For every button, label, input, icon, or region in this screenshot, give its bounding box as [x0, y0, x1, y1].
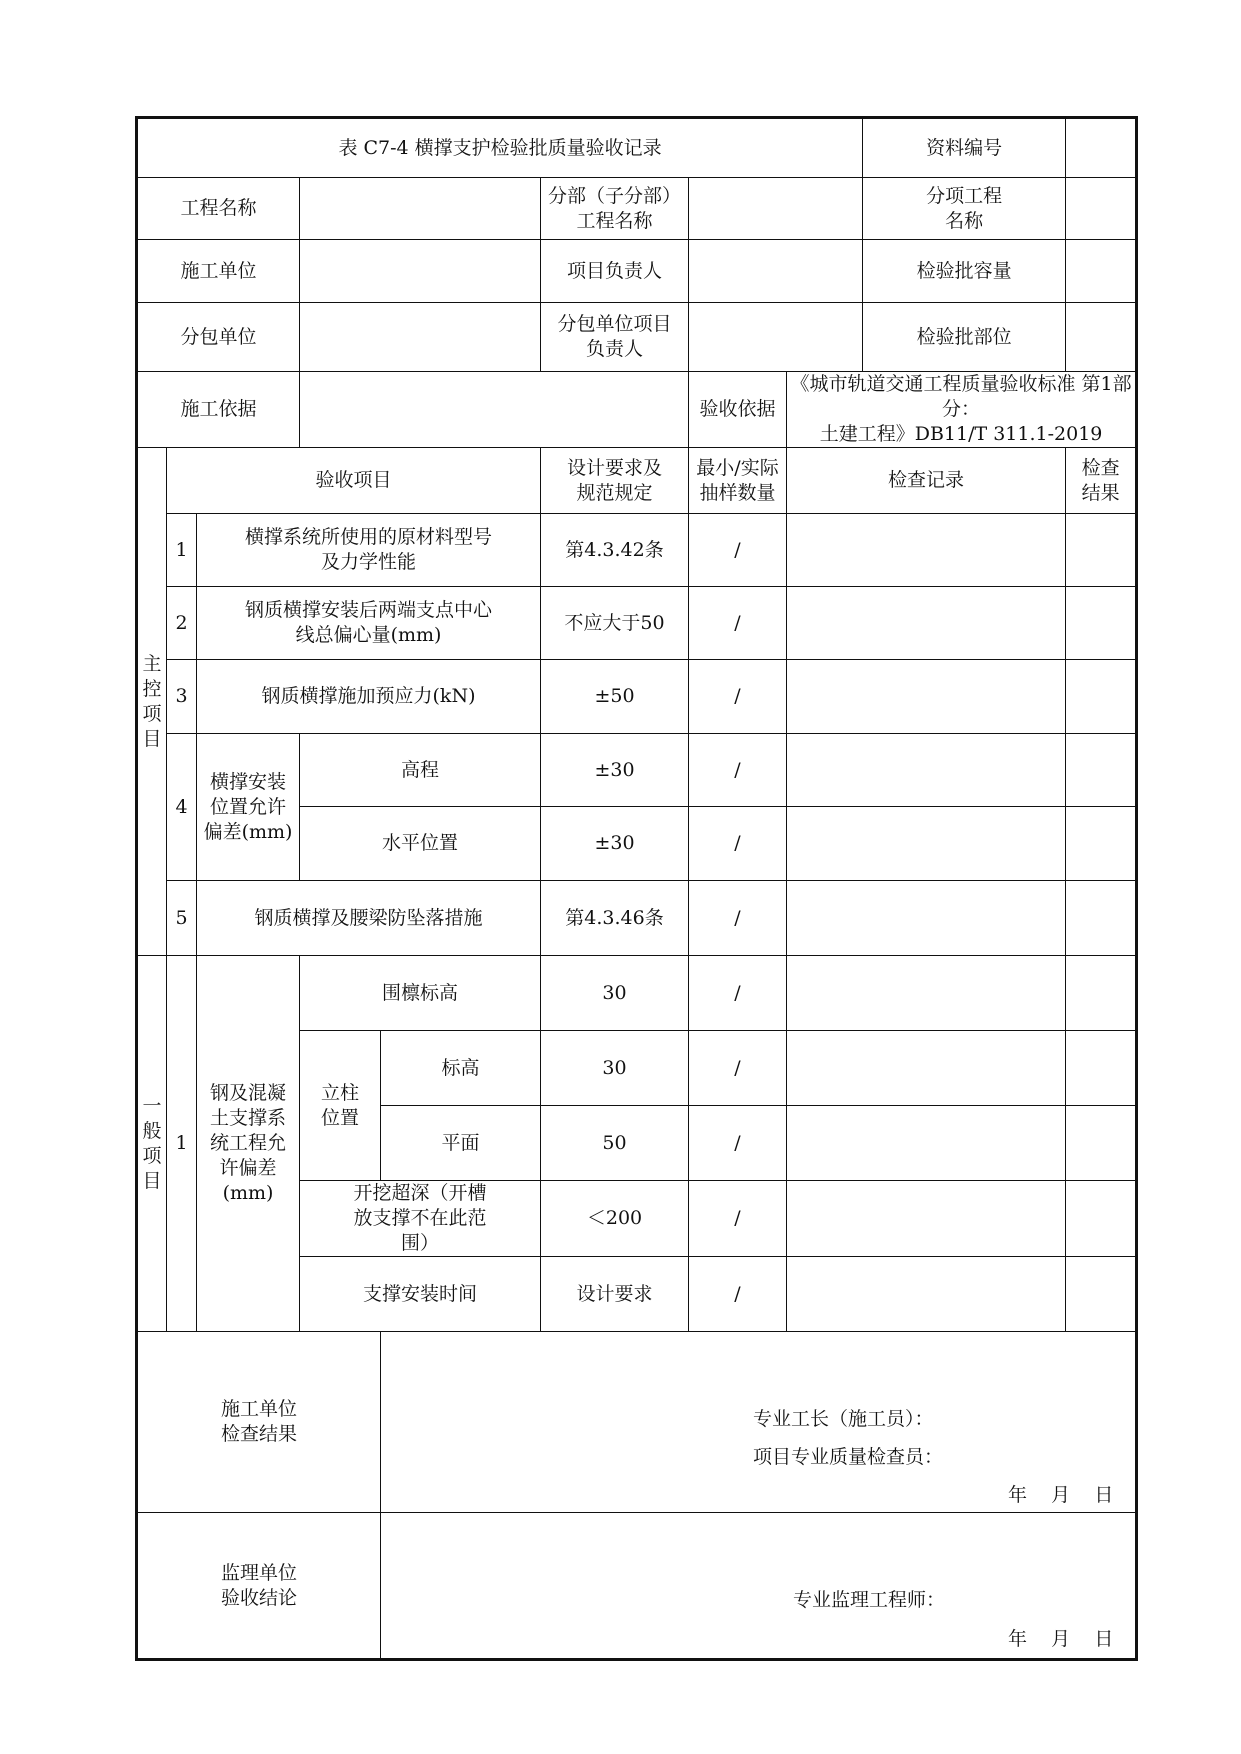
project-name-field[interactable] — [300, 178, 541, 240]
acceptance-basis-label: 验收依据 — [689, 372, 787, 448]
item-name: 高程 — [300, 734, 541, 807]
contractor-row — [137, 240, 1137, 303]
result-field[interactable] — [1066, 1106, 1137, 1181]
doc-no-field[interactable] — [1066, 118, 1137, 178]
spec-value: ±30 — [541, 734, 689, 807]
record-field[interactable] — [787, 587, 1066, 660]
subitem-field[interactable] — [1066, 178, 1137, 240]
record-field[interactable] — [787, 1031, 1066, 1106]
result-field[interactable] — [1066, 956, 1137, 1031]
batch-capacity-field[interactable] — [1066, 240, 1137, 303]
sample-value: / — [689, 807, 787, 881]
supervisor-conclusion-label: 监理单位 验收结论 — [137, 1513, 381, 1660]
qc-inspector-signature-label: 项目专业质量检查员： — [753, 1446, 944, 1468]
supervisor-signoff-row — [137, 1513, 1137, 1660]
sample-value: / — [689, 660, 787, 734]
acceptance-basis-value: 《城市轨道交通工程质量验收标准 第1部分： 土建工程》DB11/T 311.1-2019 — [787, 372, 1137, 448]
batch-location-field[interactable] — [1066, 303, 1137, 372]
col-item-header: 验收项目 — [167, 448, 541, 514]
general-group-label: 一般项目 — [137, 956, 167, 1332]
item-name: 标高 — [381, 1031, 541, 1106]
construction-basis-field[interactable] — [300, 372, 689, 448]
record-field[interactable] — [787, 881, 1066, 956]
result-field[interactable] — [1066, 807, 1137, 881]
project-name-row — [137, 178, 1137, 240]
contractor-result-label: 施工单位 检查结果 — [137, 1332, 381, 1513]
title-row — [137, 118, 1137, 178]
spec-value: ＜200 — [541, 1181, 689, 1257]
row-number: 1 — [167, 956, 197, 1332]
col-design-header: 设计要求及 规范规定 — [541, 448, 689, 514]
table-row — [137, 514, 1137, 587]
sample-value: / — [689, 1106, 787, 1181]
sample-value: / — [689, 1257, 787, 1332]
row-number: 1 — [167, 514, 197, 587]
subcontractor-row — [137, 303, 1137, 372]
record-field[interactable] — [787, 956, 1066, 1031]
item-name: 围檩标高 — [300, 956, 541, 1031]
spec-value: ±30 — [541, 807, 689, 881]
record-field[interactable] — [787, 1257, 1066, 1332]
construction-basis-label: 施工依据 — [137, 372, 300, 448]
project-name-label: 工程名称 — [137, 178, 300, 240]
basis-row — [137, 372, 1137, 448]
row-number: 4 — [167, 734, 197, 881]
row-number: 2 — [167, 587, 197, 660]
inspection-record-form — [135, 116, 1132, 1661]
foreman-signature-label: 专业工长（施工员）： — [753, 1408, 934, 1430]
item-group-name: 横撑安装 位置允许 偏差(mm) — [197, 734, 300, 881]
spec-value: 第4.3.42条 — [541, 514, 689, 587]
result-field[interactable] — [1066, 734, 1137, 807]
contractor-field[interactable] — [300, 240, 541, 303]
subcontractor-field[interactable] — [300, 303, 541, 372]
result-field[interactable] — [1066, 1031, 1137, 1106]
batch-capacity-label: 检验批容量 — [863, 240, 1066, 303]
spec-value: 第4.3.46条 — [541, 881, 689, 956]
supervisor-date[interactable]: 年 月 日 — [1008, 1628, 1114, 1650]
sample-value: / — [689, 734, 787, 807]
sub-manager-label: 分包单位项目 负责人 — [541, 303, 689, 372]
project-manager-field[interactable] — [689, 240, 863, 303]
sample-value: / — [689, 956, 787, 1031]
form-title: 表 C7-4 横撑支护检验批质量验收记录 — [137, 118, 863, 178]
col-result-header: 检查 结果 — [1066, 448, 1137, 514]
column-header-row — [137, 448, 1137, 514]
record-field[interactable] — [787, 514, 1066, 587]
record-table — [135, 116, 1138, 1661]
sub-manager-field[interactable] — [689, 303, 863, 372]
project-manager-label: 项目负责人 — [541, 240, 689, 303]
sample-value: / — [689, 1181, 787, 1257]
sample-value: / — [689, 514, 787, 587]
spec-value: 30 — [541, 1031, 689, 1106]
spec-value: 30 — [541, 956, 689, 1031]
contractor-date[interactable]: 年 月 日 — [1008, 1484, 1114, 1506]
contractor-signoff-area[interactable] — [381, 1332, 1137, 1513]
spec-value: 设计要求 — [541, 1257, 689, 1332]
result-field[interactable] — [1066, 587, 1137, 660]
col-sample-header: 最小/实际 抽样数量 — [689, 448, 787, 514]
result-field[interactable] — [1066, 881, 1137, 956]
spec-value: ±50 — [541, 660, 689, 734]
sample-value: / — [689, 881, 787, 956]
item-name: 钢质横撑安装后两端支点中心 线总偏心量(mm) — [197, 587, 541, 660]
table-row — [137, 660, 1137, 734]
result-field[interactable] — [1066, 514, 1137, 587]
row-number: 3 — [167, 660, 197, 734]
table-row — [137, 881, 1137, 956]
table-row — [137, 734, 1137, 807]
supervision-engineer-signature-label: 专业监理工程师： — [793, 1589, 946, 1611]
item-name: 开挖超深（开槽 放支撑不在此范 围） — [300, 1181, 541, 1257]
col-record-header: 检查记录 — [787, 448, 1066, 514]
item-name: 支撑安装时间 — [300, 1257, 541, 1332]
record-field[interactable] — [787, 807, 1066, 881]
contractor-label: 施工单位 — [137, 240, 300, 303]
table-row — [137, 956, 1137, 1031]
result-field[interactable] — [1066, 1181, 1137, 1257]
item-name: 钢质横撑及腰梁防坠落措施 — [197, 881, 541, 956]
item-name: 横撑系统所使用的原材料型号 及力学性能 — [197, 514, 541, 587]
spec-value: 不应大于50 — [541, 587, 689, 660]
row-number: 5 — [167, 881, 197, 956]
column-position-label: 立柱 位置 — [300, 1031, 381, 1181]
spec-value: 50 — [541, 1106, 689, 1181]
item-group-name: 钢及混凝 土支撑系 统工程允 许偏差 (mm) — [197, 956, 300, 1332]
contractor-signoff-row — [137, 1332, 1137, 1513]
sample-value: / — [689, 1031, 787, 1106]
record-field[interactable] — [787, 660, 1066, 734]
item-name: 钢质横撑施加预应力(kN) — [197, 660, 541, 734]
record-field[interactable] — [787, 1181, 1066, 1257]
batch-location-label: 检验批部位 — [863, 303, 1066, 372]
record-field[interactable] — [787, 734, 1066, 807]
main-control-group-label: 主控项目 — [137, 448, 167, 956]
item-name: 水平位置 — [300, 807, 541, 881]
supervisor-signoff-area[interactable] — [381, 1513, 1137, 1660]
item-name: 平面 — [381, 1106, 541, 1181]
result-field[interactable] — [1066, 1257, 1137, 1332]
doc-no-label: 资料编号 — [863, 118, 1066, 178]
sample-value: / — [689, 587, 787, 660]
record-field[interactable] — [787, 1106, 1066, 1181]
subcontractor-label: 分包单位 — [137, 303, 300, 372]
result-field[interactable] — [1066, 660, 1137, 734]
table-row — [137, 587, 1137, 660]
division-label: 分部（子分部） 工程名称 — [541, 178, 689, 240]
division-field[interactable] — [689, 178, 863, 240]
subitem-label: 分项工程 名称 — [863, 178, 1066, 240]
